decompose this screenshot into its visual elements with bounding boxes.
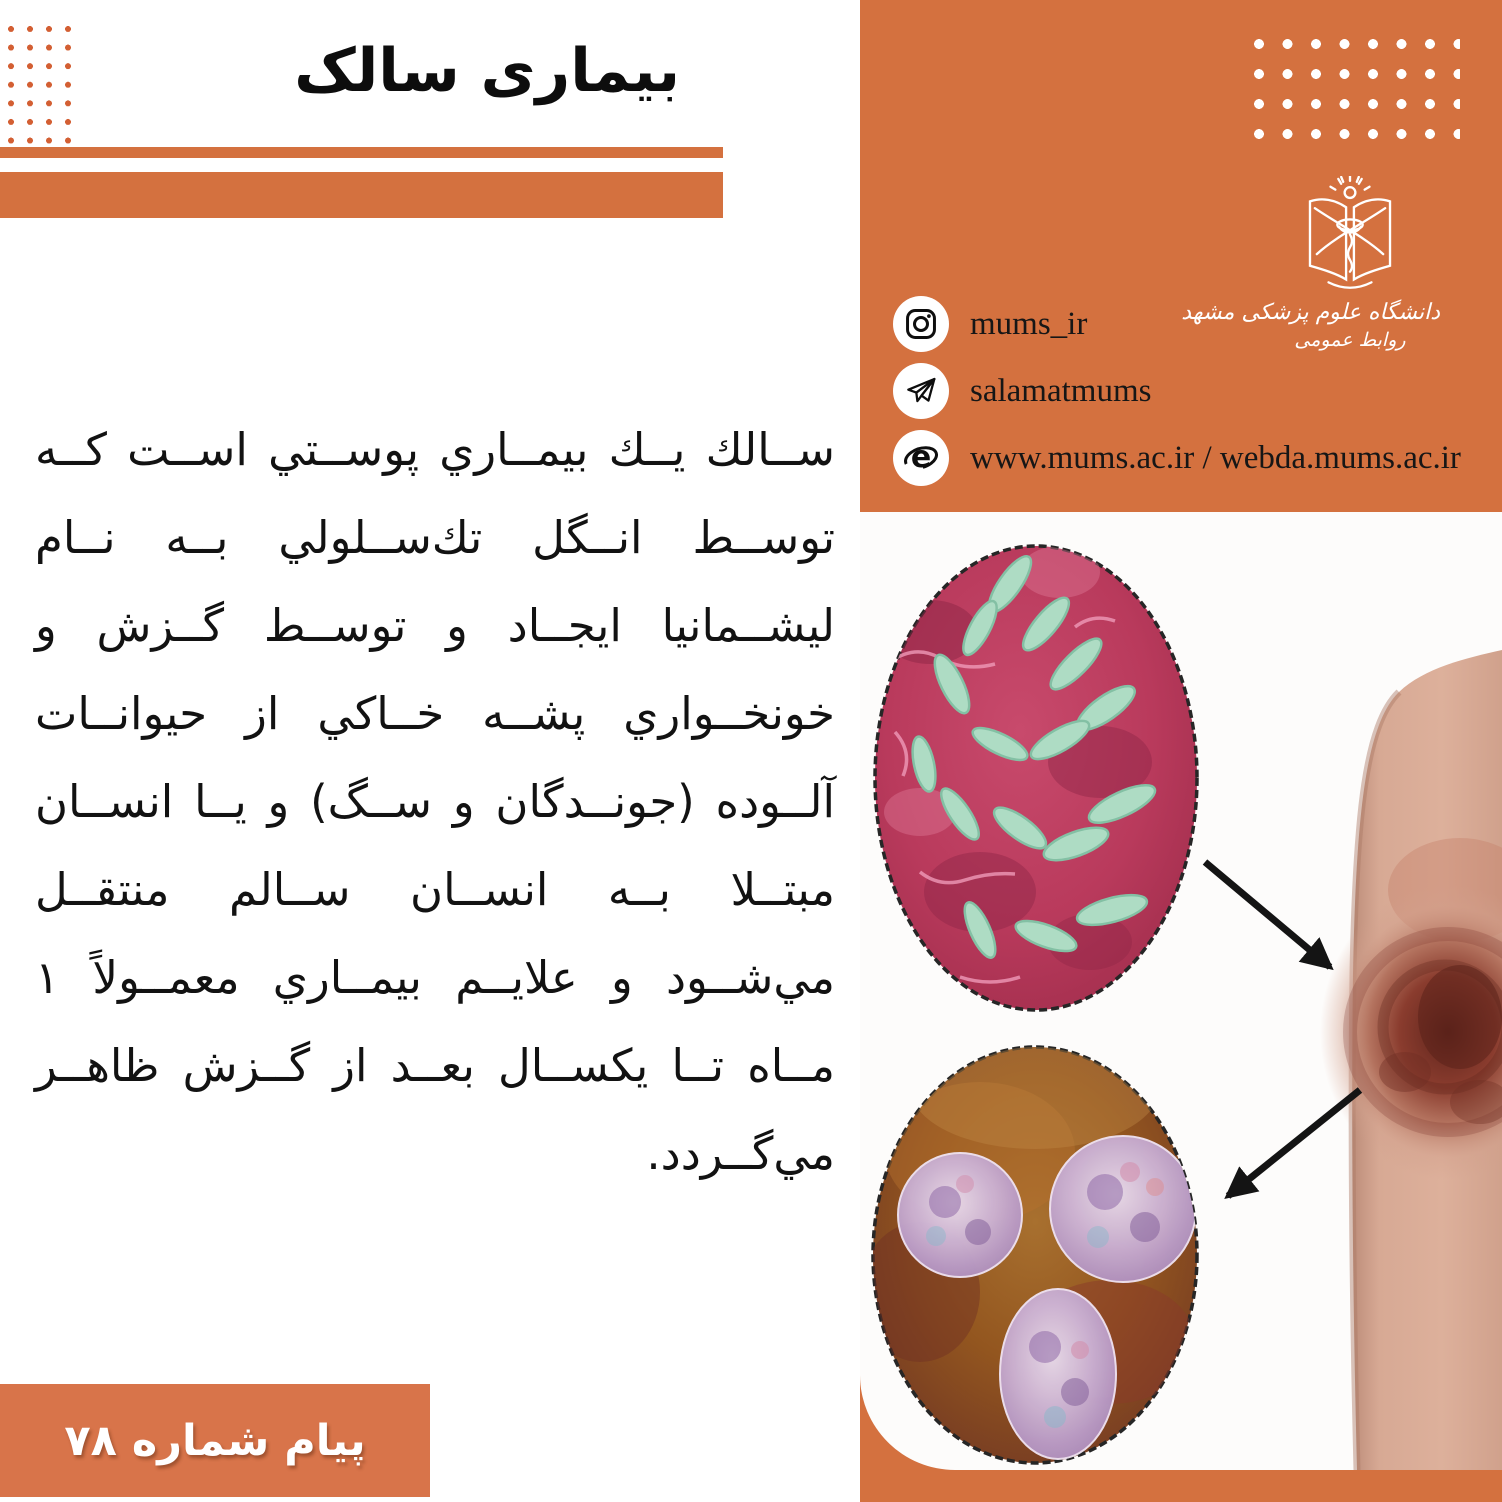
social-links xyxy=(893,296,1461,497)
promastigotes-micrograph xyxy=(875,546,1197,1010)
title-underline-bar-thin xyxy=(0,147,723,158)
title-underline-bar-thick xyxy=(0,172,723,218)
skin-lesion xyxy=(1320,884,1502,1180)
social-row-telegram xyxy=(893,363,1461,419)
social-row-website xyxy=(893,430,1461,486)
message-number-badge: پیام شماره ۷۸ xyxy=(0,1384,430,1497)
department-name: روابط عمومی xyxy=(1294,329,1406,351)
internet-explorer-icon xyxy=(893,430,949,486)
illustration-svg xyxy=(860,512,1502,1470)
base-flourish xyxy=(1329,282,1372,287)
university-logo-icon xyxy=(1294,176,1406,298)
instagram-handle: mums_ir xyxy=(970,305,1088,342)
page-title: بیماری سالک xyxy=(294,36,680,106)
amastigote-cell-1 xyxy=(898,1153,1022,1277)
website-urls: www.mums.ac.ir / webda.mums.ac.ir xyxy=(970,439,1461,476)
amastigote-cell-3 xyxy=(1000,1289,1116,1459)
article-paragraph: ســالك يــك بيمــاري پوســتي اســت كــه توســط انــگل تك‌ســلولي بــه نــام ليشــمانيا ايجــاد و توســط گــزش و خونخــواري پشــه خــاكي از حيوانــات آلــوده (جونــدگان و ســگ) و يــا انســان مبتــلا بــه انســان ســالم منتقــل مي‌شــود و علايــم بيمــاري معمــولاً ۱ مــاه تــا يكســال بعــد از گــزش ظاهــر مي‌گــردد. xyxy=(35,423,835,1180)
book-outline xyxy=(1310,199,1390,279)
decorative-dot-grid-right xyxy=(1254,38,1460,142)
amastigote-cell-2 xyxy=(1050,1136,1196,1282)
instagram-icon xyxy=(893,296,949,352)
right-panel xyxy=(860,0,1502,1502)
sun-rays xyxy=(1330,176,1369,198)
chalice-serpent xyxy=(1337,219,1362,271)
amastigotes-micrograph xyxy=(860,1025,1197,1463)
university-name: دانشگاه علوم پزشکی مشهد xyxy=(1181,300,1440,325)
svg-text:e: e xyxy=(910,440,932,475)
arm-photo xyxy=(1320,650,1502,1470)
telegram-handle: salamatmums xyxy=(970,372,1152,409)
arrow-lesion-to-amastigote xyxy=(1228,1090,1360,1196)
arrow-promastigote-to-lesion xyxy=(1205,862,1330,967)
social-row-instagram xyxy=(893,296,1461,352)
leishmaniasis-illustration xyxy=(860,512,1502,1470)
telegram-icon xyxy=(893,363,949,419)
decorative-dot-grid-left xyxy=(8,26,74,148)
